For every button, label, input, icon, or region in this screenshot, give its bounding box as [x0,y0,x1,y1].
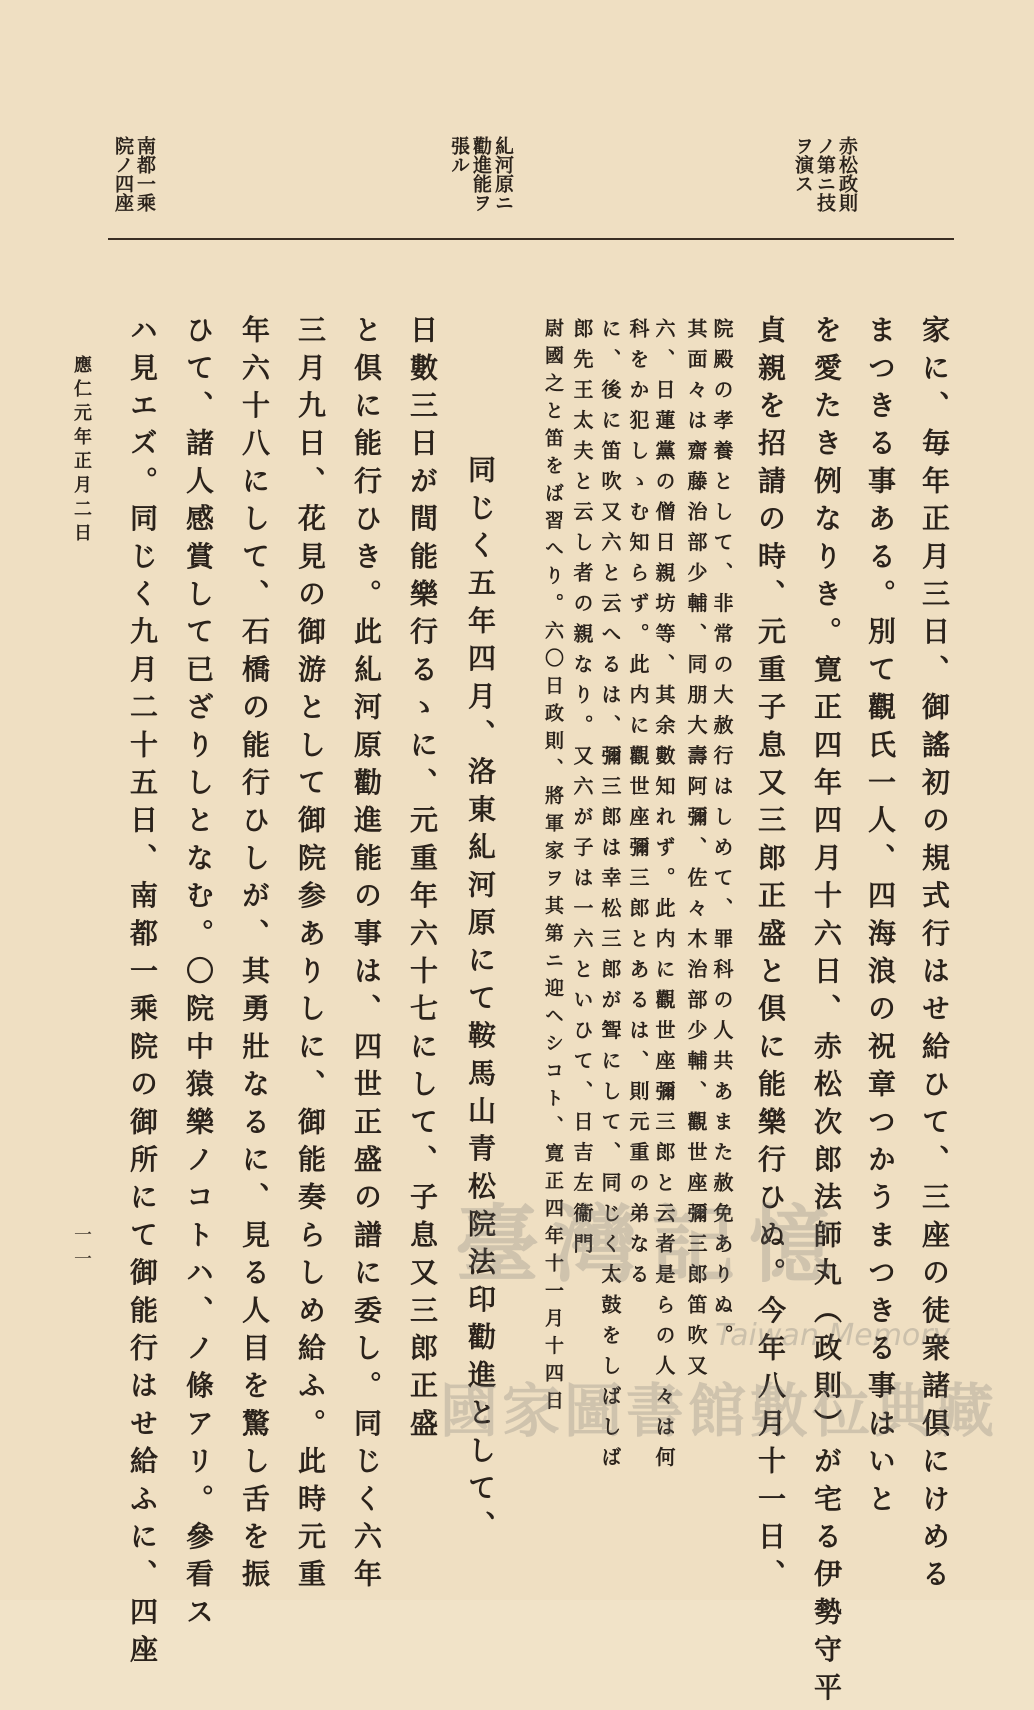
headnote-line: 南都一乘 [133,136,156,212]
headnote-line: ヲ演ス [791,136,814,193]
headnote-line: 糺河原ニ [491,136,514,212]
note-line-3: 六、日蓮黨の僧日親坊等、其余數知れず。此内に觀世座彌三郎と云者是らの人々は何 [652,318,676,1477]
body-line-11: ハ見エズ。同じく九月二十五日、南都一乘院の御所にて御能行はせ給ふに、四座 [126,315,159,1673]
note-line-5: に、後に笛吹又六と云へるは、彌三郎は幸松三郎が聟にして、同じく太鼓をしばしば [598,318,622,1477]
body-line-6: 日數三日が間能樂行るゝに、元重年六十七にして、子息又三郎正盛 [406,315,439,1446]
headnote-line: 赤松政則 [835,136,858,212]
body-line-10: ひて、諸人感賞して已ざりしとなむ。〇院中猿樂ノコトハ、ノ條アリ。參看ス [182,315,215,1635]
headnote-line: 院ノ四座 [111,136,134,212]
page-number: 一一 [71,1225,92,1273]
body-line-7: と倶に能行ひき。此糺河原勸進能の事は、四世正盛の譜に委し。同じく六年 [350,315,383,1597]
header-rule [108,238,954,240]
note-line-7: 尉國之と笛をば習へり。六〇日政則、將軍家ヲ其第ニ迎ヘシコト、寛正四年十一月十四日 [542,318,564,1418]
body-line-5: 同じく五年四月、洛東糺河原にて鞍馬山青松院法印勸進として、 [464,455,497,1549]
body-line-9: 年六十八にして、石橋の能行ひしが、其勇壯なるに、見る人目を驚し舌を振 [238,315,271,1597]
note-line-1: 院殿の孝養として、非常の大赦行はしめて、罪科の人共あまた赦免ありぬ。 [710,318,734,1355]
body-line-2: まつきる事ある。別て觀氏一人、四海浪の祝章つかうまつきる事はいと [864,315,897,1522]
footer-date: 應仁元年正月二日 [71,355,92,547]
headnote-line: ノ第ニ技 [813,136,836,212]
body-line-4: 貞親を招請の時、元重子息又三郎正盛と倶に能樂行ひぬ。今年八月十一日、 [754,315,787,1597]
body-line-8: 三月九日、花見の御游として御院参ありしに、御能奏らしめ給ふ。此時元重 [294,315,327,1597]
body-line-1: 家に、毎年正月三日、御謠初の規式行はせ給ひて、三座の徒衆諸倶にけめる [918,315,951,1597]
note-line-4: 科をか犯しゝむ知らず。此内に觀世座彌三郎とあるは、則元重の弟なる [626,318,650,1294]
headnote-line: 張ル [447,136,470,174]
headnote-line: 勸進能ヲ [469,136,492,212]
note-line-2: 其面々は齋藤治部少輔、同朋大壽阿彌、佐々木治部少輔、觀世座彌三郎笛吹又 [684,318,708,1386]
note-line-6: 郎先王太夫と云し者の親なり。又六が子は一六といひて、日吉左衞門 [570,318,594,1264]
body-line-3: を愛たき例なりき。寛正四年四月十六日、赤松次郎法師丸（政則）が宅る伊勢守平 [810,315,843,1710]
watermark-org: 國家圖書館數位典藏 [440,1377,999,1445]
watermark-logo: 臺灣記憶 [455,1195,848,1294]
watermark-latin: Taiwan Memory [715,1318,951,1353]
